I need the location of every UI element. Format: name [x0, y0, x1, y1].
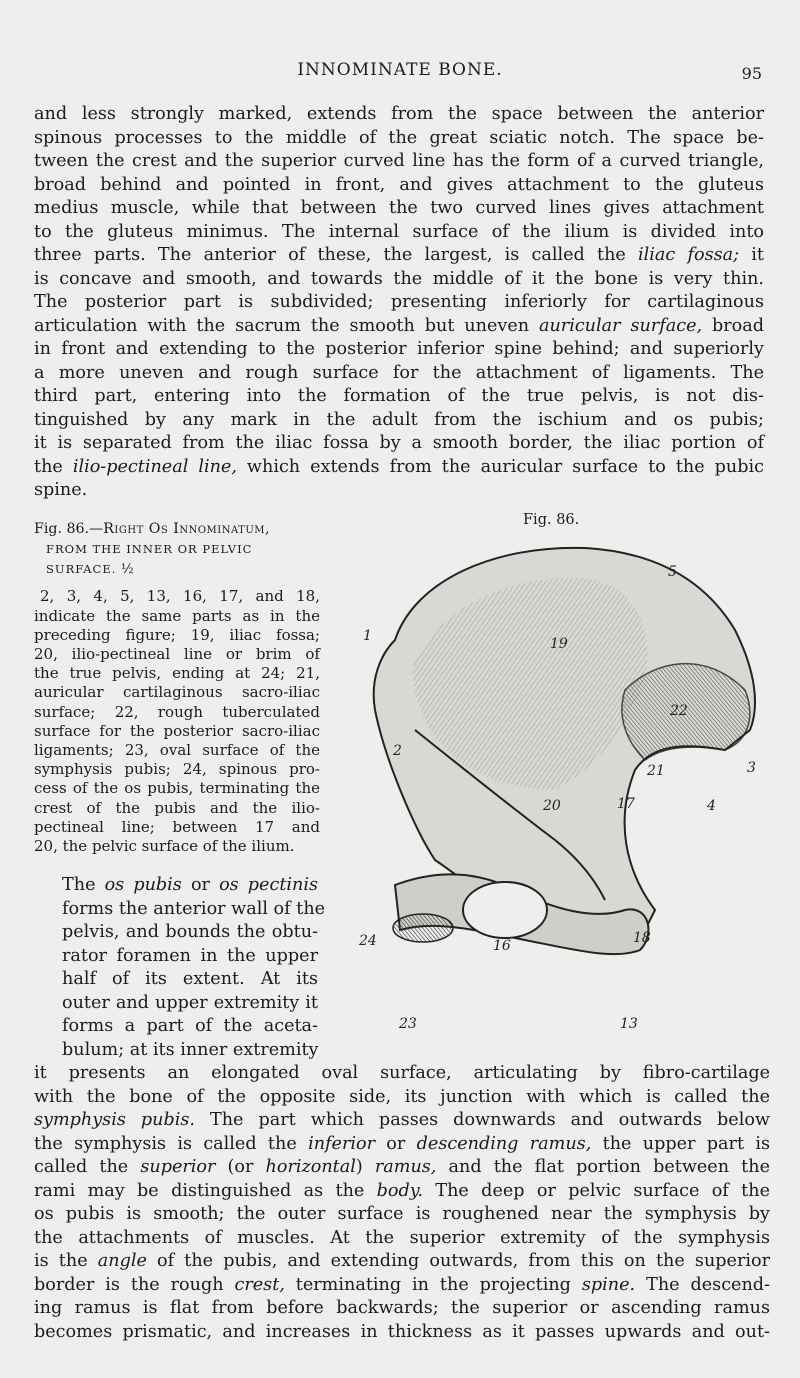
- text-line: forms a part of the aceta-: [62, 1016, 318, 1036]
- running-head: [0, 60, 800, 86]
- text-run: which extends from the auricular surface to the pubic: [236, 456, 765, 477]
- text-line: the attachments of muscles. At the superior extremity of the symphysis: [34, 1227, 770, 1248]
- text-line: half of its extent. At its: [62, 969, 318, 989]
- text-line: bulum; at its inner extremity: [62, 1039, 319, 1060]
- caption-scale: ½: [121, 561, 135, 577]
- caption-line: cess of the os pubis, terminating the: [34, 779, 320, 798]
- text-line: ing ramus is flat from before backwards; the superior or ascending ramus: [34, 1298, 770, 1318]
- text-run: or: [374, 1133, 417, 1154]
- text-line: broad behind and pointed in front, and gives attachment to the gluteus: [34, 174, 764, 195]
- term-horizontal: horizontal: [265, 1157, 356, 1177]
- text-line: spine.: [34, 480, 88, 500]
- caption-subheading: FROM THE INNER OR PELVIC: [46, 541, 253, 556]
- text-line: [34, 1109, 770, 1133]
- term-angle: angle: [97, 1251, 147, 1271]
- text-run: (or: [215, 1157, 266, 1177]
- text-line: in front and extending to the posterior inferior spine behind; and superiorly: [34, 339, 764, 359]
- term-iliac-fossa: iliac fossa;: [638, 245, 740, 265]
- page-number: 95: [741, 64, 762, 83]
- text-run: three parts. The anterior of these, the largest, is called the: [34, 245, 639, 265]
- text-line: outer and upper extremity it: [62, 992, 318, 1013]
- text-line: with the bone of the opposite side, its junction with which is called the: [34, 1086, 770, 1107]
- figure-number: 16: [493, 938, 511, 954]
- caption-line: symphysis pubis; 24, spinous pro-: [34, 760, 320, 779]
- text-line: and less strongly marked, extends from the space between the anterior: [34, 104, 764, 124]
- term-inferior: inferior: [308, 1133, 375, 1154]
- caption-title: Right Os Innominatum,: [103, 521, 271, 537]
- text-line: [62, 874, 318, 898]
- text-line: a more uneven and rough surface for the attachment of ligaments. The: [34, 362, 764, 383]
- figure-number: 22: [670, 703, 688, 719]
- caption-line: surface; 22, rough tuberculated: [34, 702, 320, 721]
- text-run: the symphysis is called the: [34, 1133, 309, 1154]
- text-run: ): [355, 1157, 375, 1177]
- text-run: border is the rough: [34, 1274, 235, 1295]
- paragraph-ilium: [34, 103, 764, 503]
- obturator-foramen: [463, 882, 547, 938]
- figure-number: 3: [747, 760, 756, 776]
- figure-number: 1: [363, 628, 372, 644]
- caption-line: pectineal line; between 17 and: [34, 817, 320, 836]
- term-crest: crest,: [234, 1274, 285, 1295]
- caption-line: crest of the pubis and the ilio-: [34, 798, 320, 817]
- term-symphysis-pubis: symphysis pubis.: [34, 1110, 195, 1130]
- text-line: [34, 1156, 770, 1180]
- term-ramus: ramus,: [374, 1157, 437, 1177]
- caption-body: [34, 587, 320, 856]
- text-run: of the pubis, and extending outwards, from this on the superior: [146, 1251, 771, 1271]
- caption-line: ligaments; 23, oval surface of the: [34, 741, 320, 760]
- text-line: [34, 1180, 770, 1204]
- caption-heading: [34, 520, 320, 540]
- text-line: [34, 456, 764, 480]
- figure-label: Fig. 86.: [523, 512, 580, 528]
- text-run: rami may be distinguished as the: [34, 1180, 377, 1201]
- term-descending-ramus: descending ramus,: [416, 1133, 592, 1154]
- term-os-pubis: os pubis: [104, 875, 182, 895]
- text-line: os pubis is smooth; the outer surface is roughened near the symphysis by: [34, 1204, 770, 1224]
- text-run: and the flat portion between the: [436, 1157, 770, 1177]
- innominate-bone-figure: [355, 540, 775, 1040]
- bone-illustration: [355, 540, 775, 1040]
- figure-number: 17: [617, 796, 635, 812]
- text-line: medius muscle, while that between the two curved lines gives attachment: [34, 198, 764, 218]
- text-run: broad: [702, 315, 764, 336]
- text-run: The deep or pelvic surface of the: [422, 1180, 770, 1201]
- text-line: pelvis, and bounds the obtu-: [62, 922, 318, 942]
- text-run: it: [739, 245, 764, 265]
- term-body: body.: [376, 1180, 423, 1201]
- term-os-pectinis: os pectinis: [219, 875, 318, 895]
- term-spine: spine.: [581, 1274, 636, 1295]
- caption-prefix: Fig. 86.—: [34, 521, 104, 537]
- text-line: spinous processes to the middle of the great sciatic notch. The space be-: [34, 127, 764, 148]
- text-run: is the: [34, 1251, 98, 1271]
- caption-line: 20, the pelvic surface of the ilium.: [34, 837, 295, 856]
- figure-number: 19: [550, 636, 568, 652]
- figure-number: 4: [707, 798, 716, 814]
- text-line: [34, 1274, 770, 1298]
- text-line: rator foramen in the upper: [62, 945, 318, 966]
- figure-number: 18: [633, 930, 651, 946]
- text-line: third part, entering into the formation of the true pelvis, is not dis-: [34, 386, 764, 406]
- page-title: INNOMINATE BONE.: [297, 60, 503, 80]
- text-run: The descend-: [635, 1274, 771, 1295]
- figure-number: 24: [359, 933, 377, 949]
- figure-number: 23: [399, 1016, 417, 1032]
- text-line: becomes prismatic, and increases in thickness as it passes upwards and out-: [34, 1321, 770, 1342]
- text-run: The part which passes downwards and outwards below: [194, 1110, 770, 1130]
- text-line: it presents an elongated oval surface, articulating by fibro-cartilage: [34, 1063, 770, 1083]
- text-line: forms the anterior wall of the: [62, 898, 326, 919]
- text-line: is concave and smooth, and towards the middle of it the bone is very thin.: [34, 268, 764, 289]
- text-run: the: [34, 456, 73, 477]
- caption-line: 20, ilio-pectineal line or brim of: [34, 645, 320, 663]
- term-superior: superior: [140, 1157, 216, 1177]
- figure-number: 2: [393, 743, 402, 759]
- text-line: to the gluteus minimus. The internal surface of the ilium is divided into: [34, 221, 764, 242]
- text-line: tween the crest and the superior curved line has the form of a curved triangle,: [34, 151, 764, 171]
- paragraph-symphysis: [34, 1062, 770, 1344]
- caption-line: the true pelvis, ending at 24; 21,: [34, 664, 320, 683]
- paragraph-os-pubis: [62, 874, 326, 1062]
- caption-line: 2, 3, 4, 5, 13, 16, 17, and 18,: [40, 587, 320, 606]
- caption-line: auricular cartilaginous sacro-iliac: [34, 683, 320, 702]
- figure-number: 5: [668, 564, 677, 580]
- figure-number: 20: [543, 798, 561, 814]
- caption-sub-text: SURFACE.: [46, 561, 117, 576]
- figure-number: 13: [620, 1016, 638, 1032]
- text-line: [34, 315, 764, 339]
- term-ilio-pectineal-line: ilio-pectineal line,: [72, 456, 237, 477]
- text-line: [34, 1250, 770, 1274]
- term-auricular-surface: auricular surface,: [538, 315, 703, 336]
- text-line: The posterior part is subdivided; presenting inferiorly for cartilaginous: [34, 292, 764, 312]
- caption-line: preceding figure; 19, iliac fossa;: [34, 625, 320, 644]
- text-run: or: [181, 875, 220, 895]
- text-run: The: [62, 875, 105, 895]
- figure-caption: [34, 520, 320, 856]
- text-line: [34, 1133, 770, 1157]
- caption-line: surface for the posterior sacro-iliac: [34, 721, 320, 740]
- caption-subheading: [34, 560, 320, 580]
- caption-line: indicate the same parts as in the: [34, 606, 320, 625]
- text-line: [34, 244, 764, 268]
- text-line: tinguished by any mark in the adult from the ischium and os pubis;: [34, 409, 764, 430]
- text-run: terminating in the projecting: [284, 1274, 582, 1295]
- symphysis-surface: [393, 914, 453, 942]
- figure-number: 21: [647, 763, 665, 779]
- text-run: called the: [34, 1157, 141, 1177]
- text-run: articulation with the sacrum the smooth but uneven: [34, 315, 539, 336]
- text-line: it is separated from the iliac fossa by a smooth border, the iliac portion of: [34, 433, 764, 453]
- text-run: the upper part is: [591, 1133, 770, 1154]
